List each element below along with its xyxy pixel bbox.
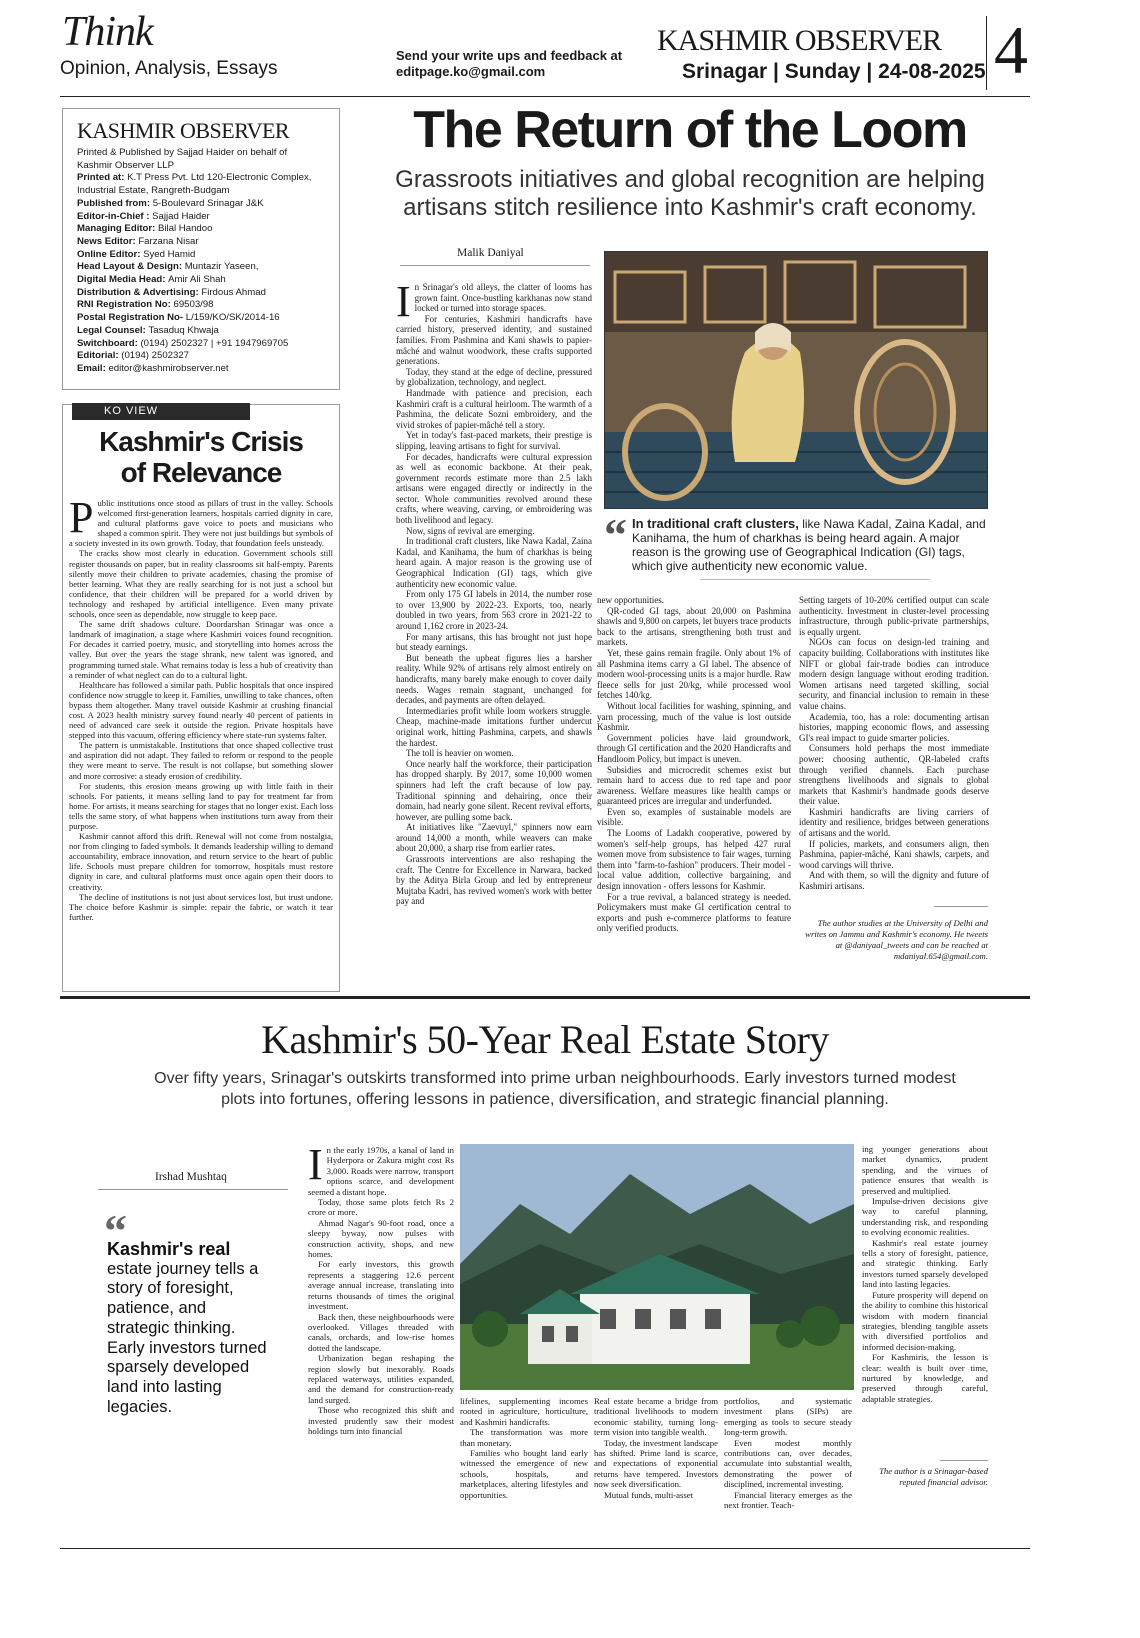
masthead-line-key: Managing Editor:: [77, 223, 159, 235]
paragraph: Today, those same plots fetch Rs 2 crore or more.: [308, 1197, 454, 1218]
masthead-line: [77, 299, 325, 312]
masthead-line: [77, 249, 325, 262]
masthead-line: [77, 236, 325, 249]
masthead-line-value: Muntazir Yaseen,: [184, 261, 259, 273]
paragraph: Impulse-driven decisions give way to careful planning, understanding risk, and responding to evolving economic realities.: [862, 1196, 988, 1238]
paragraph: The transformation was more than monetary.: [460, 1427, 588, 1448]
loom-pullquote-mark: “: [604, 509, 627, 560]
paragraph: lifelines, supplementing incomes rooted in agriculture, horticulture, and Kashmiri handicrafts.: [460, 1396, 588, 1427]
paragraph: Kashmir cannot afford this drift. Renewal will not come from nostalgia, nor from clinging to faded symbols. It demands leadership willing to demand accountability, embrace innovation, and return service to the heart of public life. Schools must prepare children for tomorrow, hospitals must restore dignity in care, and cultural platforms must once again open their doors to creativity.: [69, 831, 333, 892]
paragraph: Grassroots interventions are also reshaping the craft. The Centre for Excellence in Narwara, backed by the Aditya Birla Group and led by entrepreneur Mujtaba Kadri, has revived women's work with better pay and: [396, 854, 592, 907]
estate-pullquote: [107, 1240, 267, 1417]
paragraph: Now, signs of revival are emerging.: [406, 525, 535, 536]
paragraph: Subsidies and microcredit schemes exist but remain hard to access due to red tape and poor awareness. Welfare measures like health camps or guaranteed prices are irregular and underfunded.: [597, 764, 791, 807]
masthead-line-key: Postal Registration No-: [77, 312, 186, 324]
paragraph: Healthcare has followed a similar path. Public hospitals that once inspired confidence now struggle to keep it. Families, unwilling to take chances, often bypass them altogether. Many travel outside Kashmir at crushing financial cost. A 2023 health ministry survey found nearly 40 percent of patients in need of advanced care seek it outside the region. Private hospitals have stepped into this vacuum, offering efficiency where state-run systems falter.: [69, 679, 333, 741]
dateline: Srinagar | Sunday | 24-08-2025: [682, 60, 986, 83]
paragraph: Back then, these neighbourhoods were overlooked. Villages threaded with canals, orchards, and low-rise homes dotted the landscape.: [308, 1311, 454, 1353]
masthead-line-value: (0194) 2502327: [121, 350, 189, 362]
masthead-line: [77, 338, 325, 351]
loom-deck: Grassroots initiatives and global recognition are helping artisans stitch resilience into Kashmir's craft economy.: [395, 166, 985, 221]
paragraph: Urbanization began reshaping the region slowly but inexorably. Roads replaced waterways, utilities expanded, and the demand for construction-ready land surged.: [308, 1353, 454, 1405]
masthead-line-value: Kashmir Observer LLP: [77, 159, 175, 171]
footer-rule: [60, 1548, 1030, 1549]
masthead-line: [77, 350, 325, 363]
masthead-line-value: K.T Press Pvt. Ltd 120-Electronic Complex,: [127, 172, 312, 184]
masthead-line-value: 5-Boulevard Srinagar J&K: [152, 197, 264, 209]
masthead-line-key: Head Layout & Design:: [77, 261, 185, 273]
estate-column-3: [594, 1396, 718, 1514]
paragraph: ing younger generations about market dynamics, prudent spending, and the virtues of patience ensures that wealth is preserved and multiplied.: [862, 1144, 988, 1196]
masthead-line: [77, 160, 325, 173]
paragraph: But beneath the upbeat figures lies a harsher reality. While 92% of artisans rely almost entirely on handicrafts, many barely make enough to cover daily needs. Wages remain stagnant, unchanged for decades, and payments are often delayed.: [396, 652, 592, 706]
drop-cap: I: [396, 282, 411, 326]
paragraph: At initiatives like "Zaevuyl," spinners now earn around 14,000 a month, while weavers can make about 20,000, a sharp rise from earlier rates.: [396, 822, 592, 854]
estate-column-4: [724, 1396, 852, 1514]
paragraph: Intermediaries profit while loom workers struggle. Cheap, machine-made imitations further undercut original work, hitting Pashmina, carpets, and shawls the hardest.: [396, 705, 592, 748]
paragraph: In Srinagar's old alleys, the clatter of looms has grown faint. Once-bustling karkhanas now stand locked or turned into storage spaces.: [396, 282, 592, 326]
paragraph: Academia, too, has a role: documenting artisan histories, mapping economic flows, and assessing GI's real impact to guide smarter policies.: [799, 711, 989, 743]
section-divider: [60, 996, 1030, 999]
masthead-line: [77, 172, 325, 185]
loom-pullquote-lead: In traditional craft clusters,: [632, 516, 799, 531]
paragraph: Setting targets of 10-20% certified output can scale authenticity. Investment in cluster-level processing infrastructure, through public-private partnerships, is equally urgent.: [799, 595, 989, 637]
estate-deck: Over fifty years, Srinagar's outskirts transformed into prime urban neighbourhoods. Early investors turned modest plots into fortunes, offering lessons in patience, diversification, and strategic financial planning.: [154, 1070, 956, 1108]
paragraph: Even modest monthly contributions can, over decades, accumulate into substantial wealth, demonstrating the power of disciplined, incremental investing.: [724, 1437, 852, 1490]
masthead-line-value: Printed & Published by Sajjad Haider on behalf of: [77, 147, 288, 158]
pullquote-rule: [700, 579, 930, 580]
paragraph: QR-coded GI tags, about 20,000 on Pashmina shawls and 9,800 on carpets, let buyers trace products back to the artisans, strengthening both trust and markets.: [597, 605, 791, 648]
estate-pullquote-mark: “: [104, 1205, 127, 1256]
paragraph: Once nearly half the workforce, their participation has dropped sharply. By 2017, some 10,000 women spinners had left the craft because of low pay. Traditional spinning and dehairing, once their domain, had nearly gone silent. Recent revival efforts, however, are pulling some back.: [396, 758, 592, 822]
paragraph: If policies, markets, and consumers align, then Pashmina, papier-mâché, Kani shawls, carpets, and wood carvings will thrive.: [799, 838, 989, 870]
masthead-line-key: Digital Media Head:: [77, 274, 169, 286]
masthead-line-key: Editor-in-Chief :: [77, 210, 153, 222]
masthead-line-key: Distribution & Advertising:: [77, 286, 202, 298]
estate-author-rule: [940, 1460, 988, 1461]
masthead-line-value: (0194) 2502327 | +91 1947969705: [140, 337, 289, 349]
masthead-line: [77, 211, 325, 224]
masthead-line-value: Bilal Handoo: [158, 223, 213, 235]
estate-byline-rule: [98, 1189, 288, 1190]
masthead-line-key: Legal Counsel:: [77, 324, 149, 336]
masthead-line-key: Published from:: [77, 197, 153, 209]
editorial-body: [69, 498, 333, 986]
weaver-illustration: [605, 252, 988, 509]
estate-byline: Irshad Mushtaq: [155, 1171, 227, 1183]
estate-column-2: [460, 1396, 588, 1514]
house-landscape-illustration: [460, 1144, 854, 1390]
paragraph: new opportunities.: [597, 595, 664, 605]
paragraph: Today, they stand at the edge of decline, pressured by globalization, technology, and neglect.: [396, 366, 592, 388]
send-line: Send your write ups and feedback at: [396, 48, 623, 63]
loom-column-2: [597, 595, 791, 987]
loom-author-note: The author studies at the University of Delhi and writes on Jammu and Kashmir's economy. He tweets at @daniyaal_tweets and can be reached at mdaniyal.654@gmail.com.: [805, 918, 988, 961]
estate-pullquote-lead: Kashmir's real: [107, 1239, 231, 1259]
paragraph: Government policies have laid groundwork, through GI certification and the 2020 Handicrafts and Handloom Policy, but impact is uneven.: [597, 732, 791, 764]
paragraph: Even so, examples of sustainable models are visible.: [597, 806, 791, 828]
paragraph: The same drift shadows culture. Doordarshan Srinagar was once a landmark of imagination, a stage where Kashmiri voices found recognition. For decades it carried poetry, music, and storytelling into homes across the valley. But over the years the stage shrank, new talent was ignored, and programming turned stale. What remains today is less a hub of creativity than a reminder of what neglect can do to a cultural light.: [69, 619, 333, 680]
paragraph: The pattern is unmistakable. Institutions that once shaped collective trust and aspiration did not adapt. They failed to reform or respond to the people they were meant to serve. The result is not collapse, but something slower and more corrosive: a steady erosion of credibility.: [69, 740, 333, 781]
paragraph: For students, this erosion means growing up with little faith in their schools. For patients, it means selling land to pay for treatment far from home. For artists, it means searching for stages that no longer exist. Each loss tells the same story, of what happens when institutions turn away from their purpose.: [69, 780, 333, 831]
masthead-line-value: Syed Hamid: [143, 248, 196, 260]
paragraph: Today, the investment landscape has shifted. Prime land is scarce, and expectations of exponential returns have tempered. Investors now seek diversification.: [594, 1437, 718, 1490]
paragraph: Those who recognized this shift and invested prudently saw their modest holdings turn into financial: [308, 1405, 454, 1436]
paragraph: Kashmir's real estate journey tells a story of foresight, patience, and strategic thinking. Early investors turned sparsely developed land into lasting legacies.: [862, 1237, 988, 1290]
masthead-line-key: Editorial:: [77, 350, 122, 362]
paragraph: Financial literacy emerges as the next frontier. Teach-: [724, 1489, 852, 1511]
header-rule: [60, 96, 1030, 97]
paragraph: For early investors, this growth represents a staggering 12.6 percent average annual increase, translating into returns thousands of times the original investment.: [308, 1259, 454, 1312]
paragraph: Future prosperity will depend on the ability to combine this historical wisdom with modern financial strategies, blending tangible assets with diversified portfolios and informed decision-making.: [862, 1289, 988, 1352]
paragraph: Without local facilities for washing, spinning, and yarn processing, much of the value is lost outside Kashmir.: [597, 700, 791, 733]
paragraph: Families who bought land early witnessed the emergence of new schools, hospitals, and marketplaces, altering lifestyles and opportunities.: [460, 1448, 588, 1500]
paragraph: The Looms of Ladakh cooperative, powered by women's self-help groups, has helped 427 rural women move from subsistence to fair wages, turning them into "farm-to-fashion" producers. Their model - local value addition, collective bargaining, and design innovation - offers lessons for Kashmir.: [597, 828, 791, 892]
masthead-line-value: 69503/98: [173, 299, 214, 311]
loom-byline: Malik Daniyal: [457, 247, 524, 259]
estate-column-5: [862, 1144, 988, 1456]
drop-cap: I: [308, 1145, 323, 1189]
estate-author-note: The author is a Srinagar-based reputed financial advisor.: [879, 1466, 988, 1487]
kicker-label: KO VIEW: [104, 405, 159, 417]
paragraph: Real estate became a bridge from traditional livelihoods to modern economic stability, turning long-term vision into tangible wealth.: [594, 1396, 718, 1438]
masthead-line: [77, 223, 325, 236]
paragraph: Yet, these gains remain fragile. Only about 1% of all Pashmina items carry a GI label. The absence of modern wool-processing units is a major hurdle. Raw fleece sells for just 20/kg, while processed wool fetches 140/kg.: [597, 647, 791, 701]
paragraph: And with them, so will the dignity and future of Kashmiri artisans.: [799, 870, 989, 891]
author-note-rule: [934, 906, 988, 907]
masthead-box: [62, 108, 340, 390]
estate-column-1: [308, 1145, 454, 1513]
paragraph: In the early 1970s, a kanal of land in Hyderpora or Zakura might cost Rs 3,000. Roads were narrow, transport options scarce, and development seemed a distant hope.: [308, 1145, 454, 1197]
loom-pullquote: [632, 517, 988, 573]
masthead-line: [77, 261, 325, 274]
byline-rule: [400, 265, 590, 266]
estate-headline: Kashmir's 50-Year Real Estate Story: [261, 1017, 829, 1062]
masthead-line: [77, 287, 325, 300]
paragraph: In traditional craft clusters, like Nawa Kadal, Zaina Kadal, and Kanihama, the hum of charkhas is being heard again. A major reason is the growing use of Geographical Indication (GI) tags, which give authenticity new economic value.: [396, 536, 592, 589]
paragraph: Ahmad Nagar's 90-foot road, once a sleepy byway, now pulses with construction activity, shops, and new homes.: [308, 1217, 454, 1260]
loom-column-3: [799, 595, 989, 891]
send-email[interactable]: editpage.ko@gmail.com: [396, 64, 546, 79]
masthead-line: [77, 185, 325, 198]
masthead-line-key: Printed at:: [77, 172, 128, 184]
editorial-title: Kashmir's Crisis of Relevance: [99, 426, 303, 488]
paragraph: For centuries, Kashmiri handicrafts have carried history, preserved identity, and sustained families. From Pashmina and Kani shawls to papier-mâché and walnut woodwork, these crafts supported generations.: [396, 313, 592, 367]
masthead-line-value: Farzana Nisar: [138, 235, 199, 247]
masthead-line: [77, 325, 325, 338]
loom-photo: [604, 251, 988, 509]
masthead-line-value: Tasaduq Khwaja: [148, 324, 219, 336]
masthead-line: [77, 274, 325, 287]
section-subtitle: Opinion, Analysis, Essays: [60, 58, 278, 79]
editorial-kicker: [72, 403, 250, 420]
paragraph: portfolios, and systematic investment plans (SIPs) are emerging as tools to secure steady long-term growth.: [724, 1396, 852, 1438]
masthead-line-key: News Editor:: [77, 235, 139, 247]
drop-cap: P: [69, 498, 94, 542]
masthead-line-key: Switchboard:: [77, 337, 141, 349]
page-number-rule: [986, 16, 987, 90]
masthead-line: [77, 198, 325, 211]
section-title: Think: [62, 9, 153, 55]
paragraph: Kashmiri handicrafts are living carriers of identity and resilience, bridges between generations of artisans and the world.: [799, 806, 989, 839]
masthead-line-value: editor@kashmirobserver.net: [108, 362, 229, 374]
masthead-line-key: Email:: [77, 362, 109, 374]
paragraph: For a true revival, a balanced strategy is needed. Policymakers must make GI certification central to exports and push e-commerce platforms to feature only verified products.: [597, 891, 791, 934]
paragraph: Public institutions once stood as pillars of trust in the valley. Schools welcomed first-generation learners, hospitals carried dignity in care, and cultural platforms gave voice to poets and musicians who shaped a common spirit. They were not just buildings but symbols of a society invested in its own growth. Today, that foundation feels unsteady.: [69, 498, 333, 549]
paragraph: For many artisans, this has brought not just hope but steady earnings.: [396, 631, 592, 653]
masthead-line-value: Firdous Ahmad: [201, 286, 266, 298]
masthead-line-key: Online Editor:: [77, 248, 144, 260]
masthead-line: [77, 147, 325, 160]
paragraph: The decline of institutions is not just about services lost, but trust undone. The choice before Kashmir is simple: repair the fabric, or watch it tear further.: [69, 891, 333, 922]
paragraph: From only 175 GI labels in 2014, the number rose to over 13,900 by 2022-23. Exports, too, nearly doubled in two years, from 563 crore in 2021-22 to around 1,162 crore in 2023-24.: [396, 589, 592, 631]
paragraph: The cracks show most clearly in education. Government schools still register thousands on paper, but in reality classrooms sit half-empty. Parents silently move their children to private academies, chasing the promise of better learning. What they are really searching for is not just a school but confidence, that their children will be prepared for a world driven by technology and reshaped by artificial intelligence. Even many private schools, once seen as dependable, now struggle to keep pace.: [69, 548, 333, 620]
masthead-lines: [77, 147, 325, 376]
paragraph: NGOs can focus on design-led training and capacity building. Collaborations with institutes like NIFT or global fair-trade bodies can introduce modern design language without eroding tradition. Women artisans need targeted skilling, social security, and financial inclusion to remain in these value chains.: [799, 637, 989, 711]
masthead-line-key: RNI Registration No:: [77, 299, 174, 311]
masthead-line-value: Amir Ali Shah: [168, 274, 226, 286]
paragraph: The toll is heavier on women.: [406, 748, 514, 759]
brand-logo: KASHMIR OBSERVER: [657, 24, 942, 57]
paragraph: For Kashmiris, the lesson is clear: wealth is built over time, nurtured by knowledge, and preserved through careful, adaptable strategies.: [862, 1352, 988, 1404]
masthead-brand: KASHMIR OBSERVER: [77, 118, 290, 143]
masthead-line-value: L/159/KO/SK/2014-16: [185, 312, 280, 324]
estate-photo: [460, 1144, 854, 1390]
masthead-line: [77, 312, 325, 325]
loom-pullquote-rest: like Nawa Kadal, Zaina Kadal, and Kanihama, the hum of charkhas is being heard again. A major reason is the growing use of Geographical Indication (GI) tags, which give authenticity new economic value.: [632, 517, 986, 573]
paragraph: Handmade with patience and precision, each Kashmiri craft is a cultural heirloom. The warmth of a Pashmina, the delicate Sozni embroidery, and the vivid strokes of papier-mâché tell a story.: [396, 387, 592, 430]
masthead-line[interactable]: [77, 363, 325, 376]
paragraph: Consumers hold perhaps the most immediate power: choosing authentic, QR-labeled crafts through verified channels. Each purchase strengthens livelihoods and signals to global markets that Kashmir's handmade goods deserve their value.: [799, 743, 989, 807]
loom-headline: The Return of the Loom: [413, 101, 967, 159]
paragraph: Yet in today's fast-paced markets, their prestige is slipping, leaving artisans to fight for survival.: [396, 430, 592, 451]
masthead-line-value: Industrial Estate, Rangreth-Budgam: [77, 185, 230, 197]
paragraph: Mutual funds, multi-asset: [604, 1489, 694, 1500]
paragraph: For decades, handicrafts were cultural expression as well as economic backbone. At their peak, government records estimate more than 2.5 lakh artisans were engaged directly or indirectly in the sector. Whole communities revolved around these crafts, where weaving, carving, or embroidering was both livelihood and legacy.: [396, 451, 592, 526]
masthead-line-value: Sajjad Haider: [152, 210, 210, 222]
estate-pullquote-rest: estate journey tells a story of foresight, patience, and strategic thinking. Early investors turned sparsely developed land into lasting legacies.: [107, 1259, 267, 1416]
loom-column-1: [396, 282, 592, 982]
page-number: 4: [994, 12, 1028, 88]
